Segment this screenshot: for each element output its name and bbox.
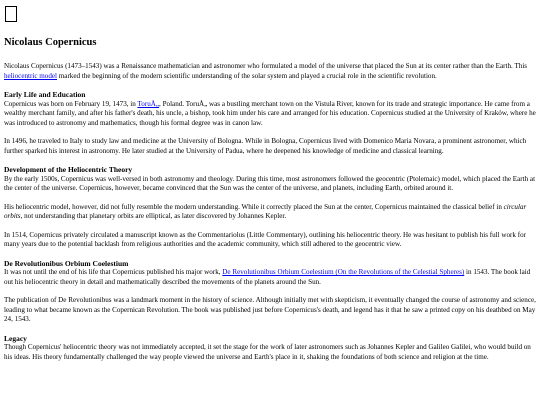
section-heading-early-life: Early Life and Education	[4, 90, 86, 99]
section-heading-de-revolutionibus: De Revolutionibus Orbium Coelestium	[4, 258, 129, 268]
development-paragraph-2	[4, 203, 536, 222]
circular-orbits-emphasis: circular orbits	[4, 202, 527, 221]
early-life-paragraph-1	[4, 100, 536, 129]
intro-paragraph	[4, 62, 536, 81]
early-text-before: Copernicus was born on February 19, 1473, in	[4, 99, 138, 108]
development-text-after: , not understanding that planetary orbits are elliptical, as later discovered by Johannes Kepler.	[20, 212, 287, 221]
development-text-before: His heliocentric model, however, did not fully resemble the modern understanding. While it correctly placed the Sun at the center, Copernicus maintained the classical belief in	[4, 202, 504, 211]
heliocentric-model-link[interactable]: heliocentric model	[4, 71, 57, 80]
revolutionibus-paragraph-1	[4, 268, 536, 287]
development-paragraph-3: In 1514, Copernicus privately circulated a manuscript known as the Commentariolus (Little Commentary), outlining his heliocentric theory. He was hesitant to publish his full work for many years due to the potential backlash from religious authorities and the academic community, which still adhered to the geocentric view.	[4, 230, 526, 249]
early-life-paragraph-2: In 1496, he traveled to Italy to study law and medicine at the University of Bologna. While in Bologna, Copernicus lived with Domenico Maria Novara, a prominent astronomer, which further sparked his interest in astronomy. He later studied at the University of Padua, where he deepened his knowledge of medicine and classical learning.	[4, 137, 527, 155]
section-heading-development: Development of the Heliocentric Theory	[4, 165, 133, 175]
legacy-paragraph-1: Though Copernicus' heliocentric theory was not immediately accepted, it set the stage for the work of later astronomers such as Johannes Kepler and Galileo Galilei, who would build on his ideas. His theory fundamentally challenged the way people viewed the universe and Earth's place in it, shaking the foundations of both science and religion at the time.	[4, 343, 531, 361]
revolutionibus-text-before: It was not until the end of his life that Copernicus published his major work,	[4, 268, 223, 277]
revolutionibus-paragraph-2: The publication of De Revolutionibus was a landmark moment in the history of science. Although initially met with skepticism, it eventually changed the course of astronomy and science, leading to what became known as the Copernican Revolution. The book was published just before Copernicus's death, and legend has it that he saw a printed copy on his deathbed on May 24, 1543.	[4, 296, 536, 324]
development-paragraph-1: By the early 1500s, Copernicus was well-versed in both astronomy and theology. During this time, most astronomers followed the geocentric (Ptolemaic) model, which placed the Earth at the center of the universe. Copernicus, however, became convinced that the Sun was the center of the universe, and planets, including Earth, orbited around it.	[4, 174, 536, 193]
intro-text-before: Nicolaus Copernicus (1473–1543) was a Renaissance mathematician and astronomer who formulated a model of the universe that placed the Sun at its center rather than the Earth. This	[4, 62, 528, 70]
torun-link[interactable]: ToruÅ„	[137, 99, 160, 108]
section-heading-legacy: Legacy	[4, 333, 27, 343]
broken-image-icon	[5, 6, 17, 22]
early-text-after: , Poland. ToruÅ„ was a bustling merchant town on the Vistula River, known for its trade and strategic importance. He came from a wealthy merchant family, and after his father's death, his uncle, a bishop, took him under his care and arranged for his education. Copernicus studied at the University of Kraków, where he was introduced to astronomy and mathematics, though his formal degree was in canon law.	[4, 99, 536, 127]
page-title: Nicolaus Copernicus	[4, 37, 97, 48]
article	[4, 36, 536, 371]
de-revolutionibus-link[interactable]: De Revolutionibus Orbium Coelestium (On the Revolutions of the Celestial Spheres)	[222, 268, 465, 277]
intro-text-after: marked the beginning of the modern scientific understanding of the solar system and played a crucial role in the scientific revolution.	[57, 71, 437, 80]
revolutionibus-text-after: in 1543. The book laid out his heliocentric theory in detail and mathematically described the movements of the planets around the Sun.	[4, 268, 531, 286]
